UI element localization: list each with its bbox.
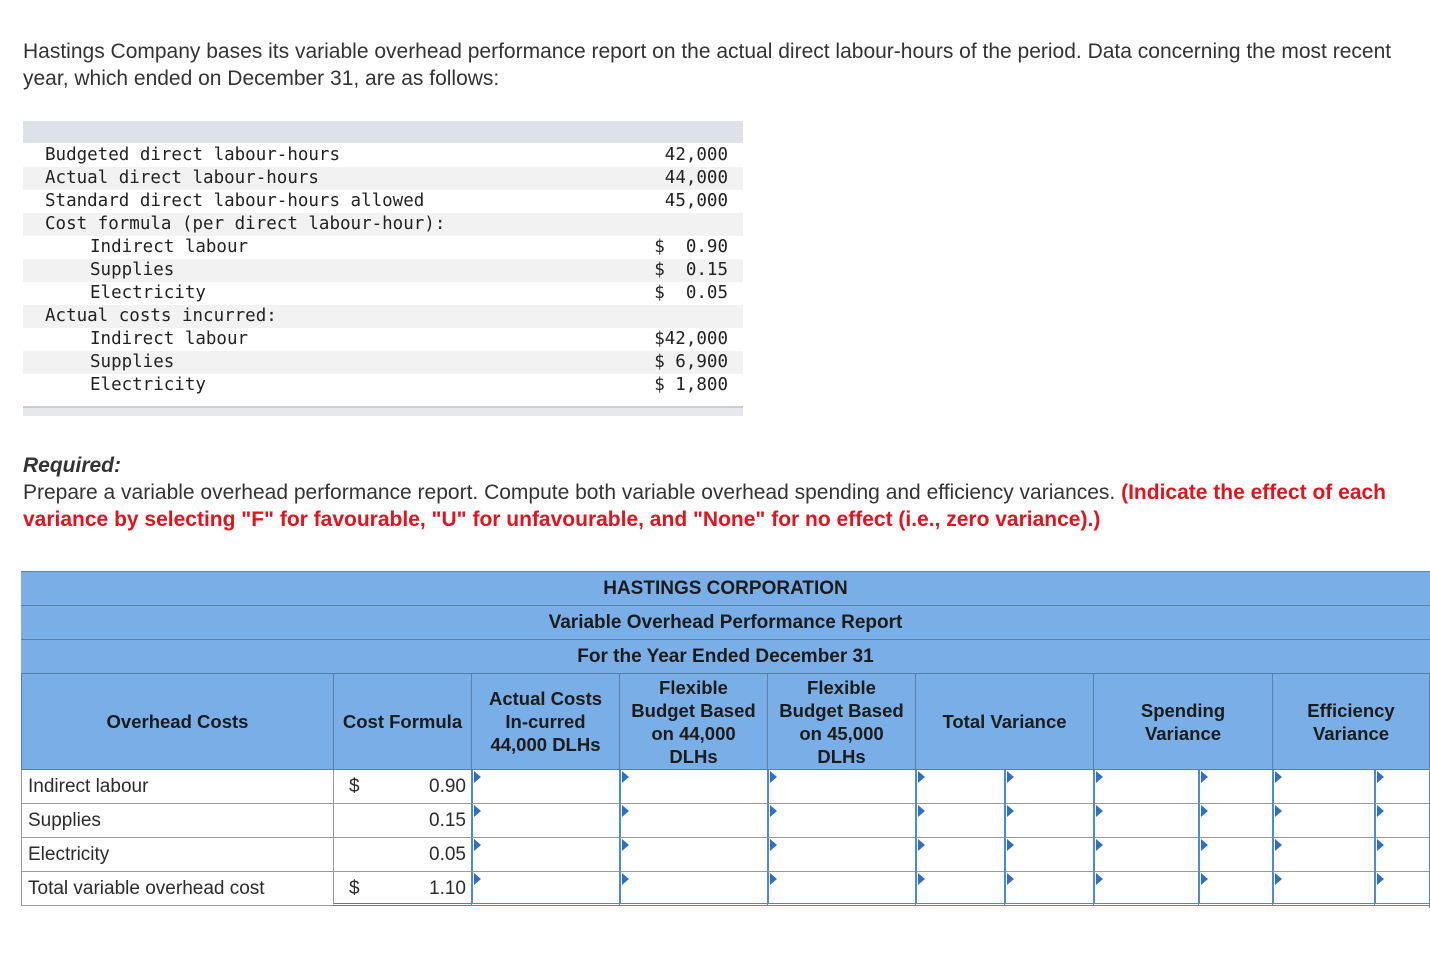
flexible-budget-44000-input[interactable] <box>619 872 767 906</box>
report-period: For the Year Ended December 31 <box>21 639 1430 674</box>
performance-report-table <box>21 571 1430 908</box>
col-header-efficiency-variance: Efficiency Variance <box>1272 673 1430 770</box>
data-row <box>23 259 743 282</box>
data-row <box>23 213 743 236</box>
problem-intro: Hastings Company bases its variable overhead performance report on the actual direct labour-hours of the period. Data concerning the most recent year, which ended on December 31, are as follows: <box>23 40 1392 90</box>
efficiency-variance-input[interactable] <box>1272 838 1374 872</box>
cost-formula-value: 0.05 <box>429 844 466 865</box>
data-row-label: Electricity <box>90 283 206 303</box>
total-variance-effect-select[interactable] <box>1004 872 1093 906</box>
total-variance-input[interactable] <box>915 770 1004 804</box>
data-row-value: 45,000 <box>664 191 728 211</box>
cost-formula-cell <box>333 770 471 804</box>
data-row-label: Indirect labour <box>90 329 249 349</box>
data-row-value: 42,000 <box>664 145 728 165</box>
required-instruction: (Indicate the effect of each variance by selecting "F" for favourable, "U" for unfavourable, and "None" for no effect (i.e., zero variance).) <box>23 481 1386 531</box>
col-header-actual-costs: Actual Costs In-curred 44,000 DLHs <box>471 673 619 770</box>
col-header-total-variance: Total Variance <box>915 673 1093 770</box>
cost-formula-cell <box>333 872 471 906</box>
row-label: Supplies <box>21 804 333 838</box>
data-table-header-bar <box>23 121 743 143</box>
actual-costs-input[interactable] <box>471 872 619 906</box>
data-row-value: $ 0.15 <box>654 260 728 280</box>
col-header-flexible-budget-45000: Flexible Budget Based on 45,000 DLHs <box>767 673 915 770</box>
col-header-flexible-budget-44000: Flexible Budget Based on 44,000 DLHs <box>619 673 767 770</box>
data-row-label: Indirect labour <box>90 237 249 257</box>
flexible-budget-45000-input[interactable] <box>767 838 915 872</box>
data-row <box>23 305 743 328</box>
col-header-spending-variance: Spending Variance <box>1093 673 1272 770</box>
data-row-label: Actual costs incurred: <box>45 306 277 326</box>
data-row-value: 44,000 <box>664 168 728 188</box>
data-row-label: Supplies <box>90 260 175 280</box>
actual-costs-input[interactable] <box>471 804 619 838</box>
spending-variance-input[interactable] <box>1093 804 1198 838</box>
data-row-label: Supplies <box>90 352 175 372</box>
data-row <box>23 328 743 351</box>
data-row <box>23 282 743 305</box>
data-row <box>23 167 743 190</box>
data-row-value: $ 0.05 <box>654 283 728 303</box>
data-row-label: Budgeted direct labour-hours <box>45 145 341 165</box>
flexible-budget-44000-input[interactable] <box>619 838 767 872</box>
data-row-value: $42,000 <box>654 329 728 349</box>
data-row <box>23 144 743 167</box>
table-row-total <box>21 872 1430 906</box>
efficiency-variance-input[interactable] <box>1272 770 1374 804</box>
spending-variance-effect-select[interactable] <box>1198 872 1272 906</box>
spending-variance-effect-select[interactable] <box>1198 804 1272 838</box>
data-row-value: $ 1,800 <box>654 375 728 395</box>
report-company: HASTINGS CORPORATION <box>21 571 1430 606</box>
actual-costs-input[interactable] <box>471 770 619 804</box>
data-row-label: Standard direct labour-hours allowed <box>45 191 425 211</box>
total-variance-effect-select[interactable] <box>1004 838 1093 872</box>
efficiency-variance-effect-select[interactable] <box>1374 838 1430 872</box>
flexible-budget-44000-input[interactable] <box>619 804 767 838</box>
data-row <box>23 374 743 397</box>
total-variance-input[interactable] <box>915 872 1004 906</box>
data-table-footer-bar <box>23 406 743 416</box>
spending-variance-effect-select[interactable] <box>1198 770 1272 804</box>
spending-variance-input[interactable] <box>1093 838 1198 872</box>
flexible-budget-45000-input[interactable] <box>767 770 915 804</box>
data-row <box>23 351 743 374</box>
required-title: Required: <box>23 454 122 477</box>
spending-variance-input[interactable] <box>1093 872 1198 906</box>
efficiency-variance-effect-select[interactable] <box>1374 804 1430 838</box>
required-text: Prepare a variable overhead performance report. Compute both variable overhead spending and efficiency variances. <box>23 481 1122 504</box>
row-label: Indirect labour <box>21 770 333 804</box>
flexible-budget-45000-input[interactable] <box>767 804 915 838</box>
cost-formula-value: 0.90 <box>429 776 466 797</box>
data-table <box>23 121 743 416</box>
efficiency-variance-effect-select[interactable] <box>1374 770 1430 804</box>
report-title: Variable Overhead Performance Report <box>21 605 1430 640</box>
required-section <box>23 452 1413 533</box>
total-variance-input[interactable] <box>915 804 1004 838</box>
table-row <box>21 804 1430 838</box>
col-header-cost-formula: Cost Formula <box>333 673 471 770</box>
row-label: Total variable overhead cost <box>21 872 333 906</box>
actual-costs-input[interactable] <box>471 838 619 872</box>
spending-variance-input[interactable] <box>1093 770 1198 804</box>
data-row-label: Cost formula (per direct labour-hour): <box>45 214 446 234</box>
efficiency-variance-effect-select[interactable] <box>1374 872 1430 906</box>
flexible-budget-45000-input[interactable] <box>767 872 915 906</box>
total-variance-effect-select[interactable] <box>1004 770 1093 804</box>
flexible-budget-44000-input[interactable] <box>619 770 767 804</box>
efficiency-variance-input[interactable] <box>1272 804 1374 838</box>
row-label: Electricity <box>21 838 333 872</box>
cost-formula-value: 1.10 <box>429 878 466 899</box>
data-row <box>23 236 743 259</box>
data-row-value: $ 6,900 <box>654 352 728 372</box>
data-row-value: $ 0.90 <box>654 237 728 257</box>
col-header-overhead-costs: Overhead Costs <box>21 673 333 770</box>
cost-formula-cell <box>333 838 471 872</box>
data-row-label: Electricity <box>90 375 206 395</box>
spending-variance-effect-select[interactable] <box>1198 838 1272 872</box>
efficiency-variance-input[interactable] <box>1272 872 1374 906</box>
dollar-sign: $ <box>349 878 360 899</box>
total-variance-input[interactable] <box>915 838 1004 872</box>
table-row <box>21 838 1430 872</box>
table-row <box>21 770 1430 804</box>
data-row-label: Actual direct labour-hours <box>45 168 319 188</box>
dollar-sign: $ <box>349 776 360 797</box>
total-variance-effect-select[interactable] <box>1004 804 1093 838</box>
cost-formula-value: 0.15 <box>429 810 466 831</box>
data-row <box>23 190 743 213</box>
cost-formula-cell <box>333 804 471 838</box>
